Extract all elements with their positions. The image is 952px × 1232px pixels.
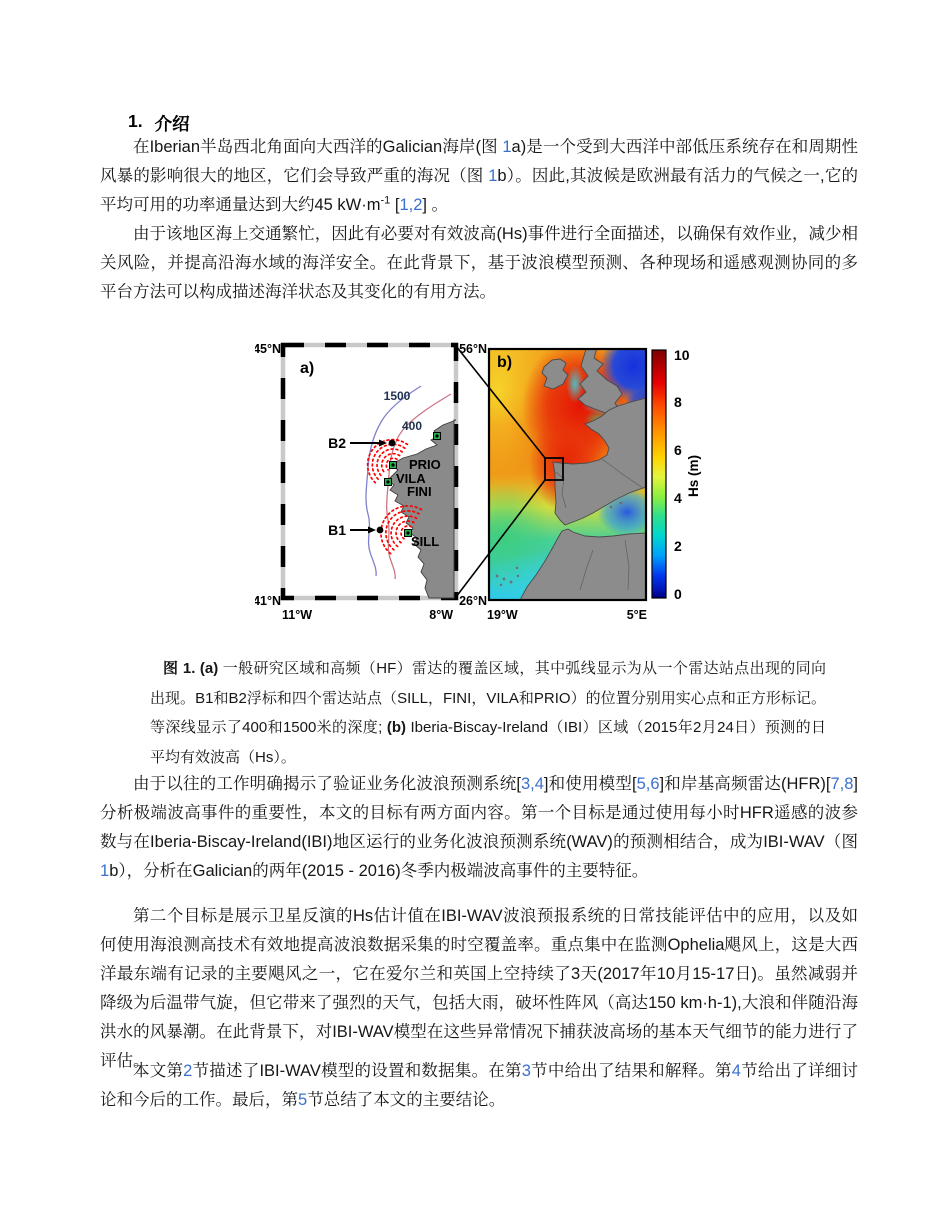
paragraph-intro-2 [100, 220, 858, 307]
buoy-b2-marker [389, 440, 396, 447]
citation-link[interactable]: 4 [731, 1062, 741, 1080]
panel-b-lat-top: 56°N [459, 342, 487, 356]
text-segment: [ [390, 196, 400, 214]
text-segment: 第二个目标是展示卫星反演的Hs估计值在IBI-WAV波浪预报系统的日常技能评估中的应用，以及如何使用海浪测高技术有效地提高波浪数据采集的时空覆盖率。重点集中在监测Ophelia飓风上，这是大西洋最东端有记录的主要飓风之一，它在爱尔兰和英国上空持续了3天(2017年10月15-17日)。虽然减弱并降级为后温带气旋，但它带来了强烈的天气，包括大雨，破坏性阵风（高达150 km·h-1),大浪和伴随沿海洪水的风暴潮。在此背景下，对IBI-WAV模型在这些异常情况下捕获波高场的基本天气细节的能力进行了评估。 [100, 907, 858, 1070]
citation-link[interactable]: 1 [488, 167, 498, 185]
panel-b-lat-bottom: 26°N [459, 594, 487, 608]
colorbar-axis-label: Hs (m) [686, 454, 701, 498]
text-segment: a)是一个受到大西洋中部低压系统存在和周期性风暴的影响很大的地区，它们会导致严重的海况（图 [100, 138, 859, 185]
text-segment: Iberia-Biscay-Ireland（IBI）区域（2015年2月24日）预测的日平均有效波高（Hs）。 [150, 719, 826, 766]
buoy-b1-marker [377, 527, 384, 534]
paragraph-intro-1 [100, 133, 858, 220]
citation-link[interactable]: 1 [100, 862, 110, 880]
station-sill-label: SILL [411, 534, 440, 549]
colorbar-tick-4: 4 [674, 490, 682, 506]
citation-link[interactable]: 3,4 [520, 775, 544, 793]
colorbar-tick-10: 10 [674, 347, 690, 363]
citation-link[interactable]: 7,8 [830, 775, 854, 793]
text-segment: 节总结了本文的主要结论。 [307, 1091, 506, 1109]
panel-a-label: a) [300, 360, 315, 377]
text-segment: b），分析在Galician的两年(2015 - 2016)冬季内极端波高事件的主要特征。 [109, 862, 649, 880]
panel-a-lon-left: 11°W [282, 608, 313, 622]
text-segment: 图 1. (a) [163, 660, 223, 677]
text-segment: 由于该地区海上交通繁忙，因此有必要对有效波高(Hs)事件进行全面描述，以确保有效作业，减少相关风险，并提高沿海水域的海洋安全。在此背景下，基于波浪模型预测、各种现场和遥感观测协同的多平台方法可以构成描述海洋状态及其变化的有用方法。 [100, 225, 858, 301]
text-segment: b）。因此,其波候是欧洲最有活力的气候之一,它的平均可用的功率通量达到大约45 kW·m [100, 167, 858, 214]
station-vila-label: VILA [396, 471, 426, 486]
panel-b-lon-left: 19°W [487, 608, 518, 622]
citation-link[interactable]: 5,6 [636, 775, 660, 793]
panel-b-lon-right: 5°E [626, 608, 647, 622]
hs-colorbar [652, 347, 701, 602]
panel-a-map [255, 342, 456, 622]
section-title: 介绍 [154, 114, 190, 134]
citation-link[interactable]: 1 [502, 138, 512, 156]
citation-link[interactable]: 1,2 [399, 196, 423, 214]
text-segment: 由于以往的工作明确揭示了验证业务化波浪预测系统[ [133, 775, 521, 793]
isobath-400-label: 400 [401, 419, 423, 433]
colorbar-tick-6: 6 [674, 442, 682, 458]
panel-a-lat-top: 45°N [255, 342, 281, 356]
colorbar-gradient [652, 350, 666, 598]
figure-1 [255, 336, 715, 628]
buoy-b2-label: B2 [328, 435, 346, 451]
colorbar-tick-2: 2 [674, 538, 682, 554]
text-segment: ]和岸基高频雷达(HFR)[ [659, 775, 831, 793]
text-segment: (b) [386, 719, 411, 736]
figure-1-canvas [255, 336, 715, 628]
text-segment: 一般研究区域和高频（HF）雷达的覆盖区域，其中弧线显示为从一个雷达站点出现的同向出现。B1和B2浮标和四个雷达站点（SILL，FINI，VILA和PRIO）的位置分别用实心点和正方形标记。等深线显示了400和1500米的深度; [150, 660, 826, 736]
text-segment: 本文第 [133, 1062, 184, 1080]
text-segment: -1 [380, 194, 391, 207]
figure-1-caption [150, 654, 826, 772]
citation-link[interactable]: 2 [183, 1062, 193, 1080]
isobath-1500-label: 1500 [383, 389, 411, 403]
text-segment: 在Iberian半岛西北角面向大西洋的Galician海岸(图 [133, 138, 503, 156]
paragraph-intro-3 [100, 770, 858, 886]
colorbar-tick-8: 8 [674, 394, 682, 410]
text-segment: ]分析极端波高事件的重要性，本文的目标有两方面内容。第一个目标是通过使用每小时HFR遥感的波参数与在Iberia-Biscay-Ireland(IBI)地区运行的业务化波浪预测系统(WAV)的预测相结合，成为IBI-WAV（图 [100, 775, 858, 851]
station-fini-label: FINI [407, 484, 432, 499]
text-segment: ]和使用模型[ [543, 775, 637, 793]
panel-a-lon-right: 8°W [429, 608, 453, 622]
paragraph-intro-5 [100, 1057, 858, 1115]
text-segment: 节给出了详细讨论和今后的工作。最后，第 [100, 1062, 859, 1109]
buoy-b1-label: B1 [328, 522, 346, 538]
station-prio-label: PRIO [409, 457, 441, 472]
paragraph-intro-4 [100, 902, 858, 1076]
section-number: 1. [128, 111, 143, 131]
citation-link[interactable]: 3 [521, 1062, 531, 1080]
panel-b-map [446, 336, 668, 626]
panel-b-label: b) [497, 354, 513, 371]
colorbar-tick-0: 0 [674, 586, 682, 602]
text-segment: 节中给出了结果和解释。第 [530, 1062, 732, 1080]
text-segment: 节描述了IBI-WAV模型的设置和数据集。在第 [192, 1062, 522, 1080]
citation-link[interactable]: 5 [298, 1091, 308, 1109]
panel-b-hs-field [446, 336, 668, 626]
text-segment: ] 。 [422, 196, 449, 214]
panel-a-lat-bottom: 41°N [255, 594, 281, 608]
